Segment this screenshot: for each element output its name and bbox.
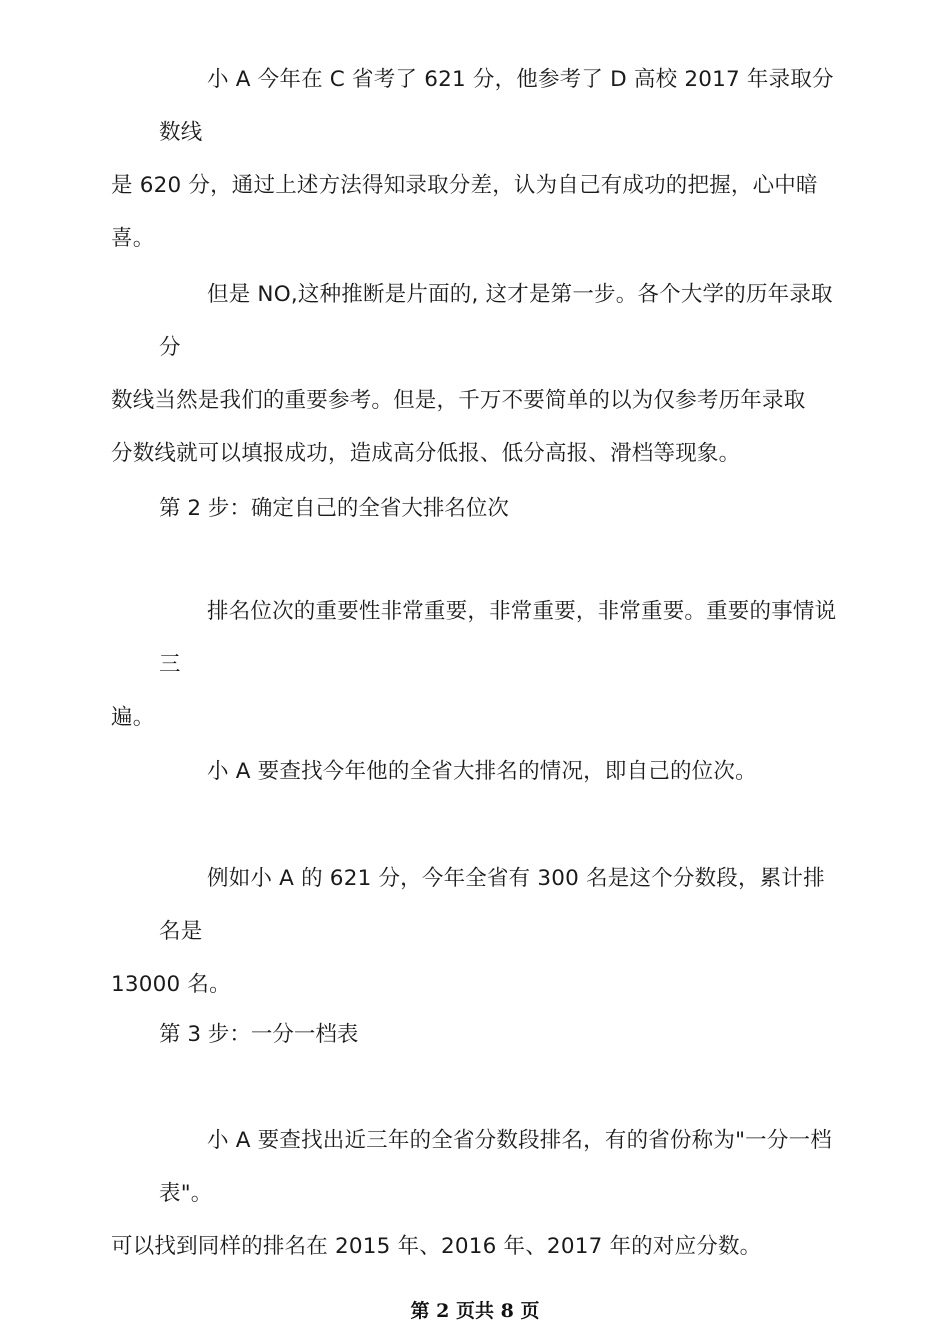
paragraph-line: 排名位次的重要性非常重要，非常重要，非常重要。重要的事情说三 <box>159 599 837 677</box>
paragraph-line: 小 A 要查找出近三年的全省分数段排名，有的省份称为"一分一档表"。 <box>159 1128 832 1206</box>
paragraph-line: 13000 名。 <box>111 972 231 997</box>
paragraph-line: 分数线就可以填报成功，造成高分低报、低分高报、滑档等现象。 <box>111 441 741 466</box>
paragraph-2 <box>111 268 841 480</box>
page-number-footer: 第 2 页共 8 页 <box>410 1300 540 1322</box>
paragraph-line: 但是 NO,这种推断是片面的, 这才是第一步。各个大学的历年录取分 <box>159 282 833 360</box>
paragraph-line: 遍。 <box>111 705 155 730</box>
step-2-heading: 第 2 步：确定自己的全省大排名位次 <box>159 496 509 521</box>
paragraph-line: 喜。 <box>111 226 155 251</box>
paragraph-line: 数线当然是我们的重要参考。但是，千万不要简单的以为仅参考历年录取 <box>111 388 806 413</box>
paragraph-line: 小 A 要查找今年他的全省大排名的情况，即自己的位次。 <box>207 759 757 784</box>
paragraph-3 <box>111 585 841 744</box>
paragraph-line: 小 A 今年在 C 省考了 621 分，他参考了 D 高校 2017 年录取分数线 <box>159 67 834 145</box>
paragraph-4 <box>111 745 841 798</box>
paragraph-5 <box>111 852 841 1011</box>
paragraph-line: 是 620 分，通过上述方法得知录取分差，认为自己有成功的把握，心中暗 <box>111 173 818 198</box>
paragraph-6 <box>111 1114 841 1273</box>
paragraph-1 <box>111 53 841 265</box>
paragraph-line: 可以找到同样的排名在 2015 年、2016 年、2017 年的对应分数。 <box>111 1234 762 1259</box>
step-3-heading: 第 3 步：一分一档表 <box>159 1022 359 1047</box>
paragraph-line: 例如小 A 的 621 分，今年全省有 300 名是这个分数段，累计排名是 <box>159 866 825 944</box>
